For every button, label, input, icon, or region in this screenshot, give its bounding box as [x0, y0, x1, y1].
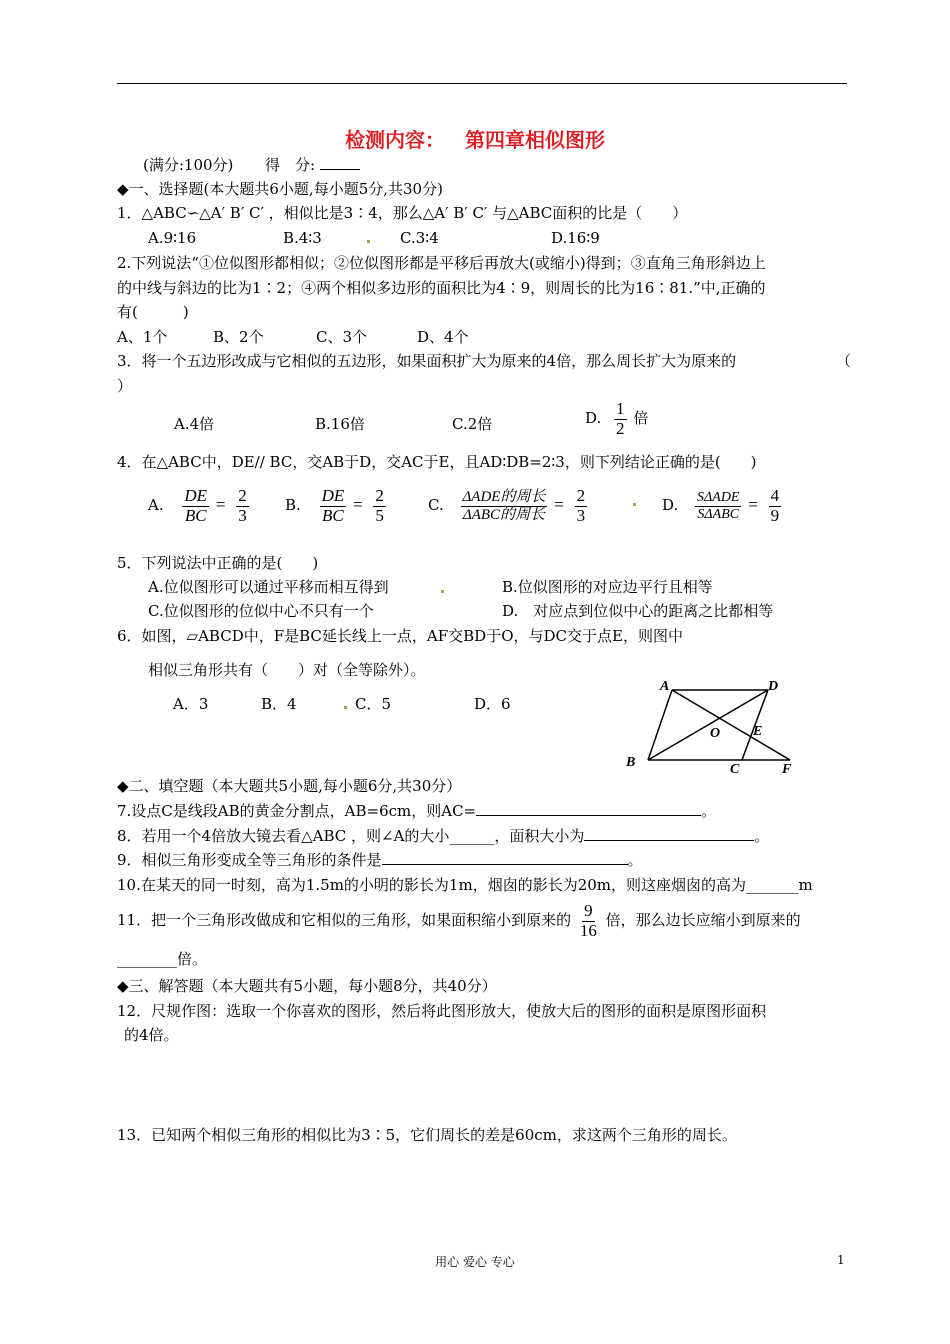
- fraction-denominator: 5: [375, 505, 384, 525]
- q4-option-a: [148, 487, 251, 525]
- q6-option-c: C．5: [355, 695, 392, 713]
- q4-b-rhs: [373, 487, 386, 525]
- q9-end: 。: [627, 851, 643, 869]
- page-title: [0, 124, 950, 153]
- equals-sign: =: [554, 495, 564, 515]
- section3-header: ◆三、解答题（本大题共有5小题，每小题8分，共40分）: [117, 977, 497, 995]
- figure-label-F: F: [782, 762, 792, 777]
- q4-option-c-label: C.: [428, 496, 444, 515]
- fraction-denominator: 3: [576, 505, 586, 525]
- fraction-denominator: 9: [770, 505, 780, 525]
- q3-option-d: [585, 400, 648, 438]
- q4-option-c: [428, 487, 589, 525]
- q1-option-b: B.4∶3: [283, 229, 322, 247]
- fraction-numerator: 2: [576, 486, 586, 505]
- figure-label-A: A: [660, 679, 670, 694]
- q4-c-lhs: [461, 489, 548, 523]
- fraction-numerator: 2: [375, 486, 384, 505]
- q9-line: [117, 850, 643, 870]
- q4-option-d: [662, 487, 783, 525]
- score-label: 得 分:: [264, 156, 316, 174]
- q2-line2: 的中线与斜边的比为1∶2；④两个相似多边形的面积比为4∶9，则周长的比为16∶81.”中,正确的: [117, 279, 766, 297]
- footer-center: 用心 爱心 专心: [435, 1255, 515, 1269]
- fraction-denominator: 16: [579, 920, 597, 940]
- q4-option-d-label: D.: [662, 496, 679, 515]
- fraction-numerator: SΔADE: [697, 490, 740, 506]
- q3-option-d-fraction: [614, 400, 627, 438]
- q4-c-rhs: [575, 487, 588, 525]
- q7-end: 。: [701, 802, 717, 820]
- equals-sign: =: [353, 495, 363, 515]
- figure-label-B: B: [626, 755, 636, 770]
- fraction-numerator: 9: [584, 901, 593, 920]
- q6-option-b: B．4: [261, 695, 297, 713]
- q11-fraction: [578, 902, 599, 940]
- q2-line3: 有( ): [117, 303, 189, 321]
- q6-line1: 6．如图，▱ABCD中，F是BC延长线上一点，AF交BD于O，与DC交于点E，则图中: [117, 627, 683, 645]
- header-rule: [117, 83, 847, 84]
- q8-text: 8．若用一个4倍放大镜去看△ABC ，则∠A的大小______，面积大小为: [117, 827, 585, 845]
- q11-line2: ________倍。: [117, 950, 208, 968]
- scan-dot: [633, 503, 636, 506]
- q5-text: 5．下列说法中正确的是( ): [117, 554, 319, 572]
- q3-line1: 3．将一个五边形改成与它相似的五边形，如果面积扩大为原来的4倍，那么周长扩大为原来的: [117, 352, 737, 370]
- q7-line: [117, 801, 716, 821]
- q12-line2: 的4倍。: [124, 1026, 179, 1044]
- q1-text: 1．△ABC∽△A′ B′ C′ ，相似比是3∶4，那么△A′ B′ C′ 与△ABC面积的比是（ ）: [117, 204, 688, 222]
- q4-option-a-label: A.: [148, 496, 164, 515]
- q3-option-a: A.4倍: [174, 415, 215, 433]
- figure-label-O: O: [710, 726, 721, 741]
- fraction-denominator: 2: [616, 418, 625, 438]
- fraction-numerator: 4: [770, 486, 780, 505]
- segment-AF: [672, 690, 790, 760]
- q3-paren-close: ）: [117, 377, 133, 395]
- q10-line: 10.在某天的同一时刻，高为1.5m的小明的影长为1m，烟囱的影长为20m，则这座烟囱的高为_______m: [117, 876, 813, 894]
- q6-option-d: D．6: [474, 695, 511, 713]
- q1-option-a: A.9∶16: [148, 229, 197, 247]
- fraction-numerator: DE: [184, 486, 208, 505]
- scan-dot: [441, 590, 444, 593]
- q1-option-c: C.3∶4: [400, 229, 439, 247]
- parallelogram-figure: [620, 672, 800, 782]
- q2-option-b: B、2个: [213, 328, 264, 346]
- q5-option-d: D. 对应点到位似中心的距离之比都相等: [502, 602, 774, 620]
- q4-d-rhs: [769, 487, 782, 525]
- fraction-numerator: 2: [238, 486, 247, 505]
- segment-AB: [648, 690, 672, 760]
- segment-DB: [648, 690, 768, 760]
- q8-blank[interactable]: [584, 826, 754, 841]
- q11-prefix: 11．把一个三角形改做成和它相似的三角形，如果面积缩小到原来的: [117, 911, 572, 930]
- score-blank[interactable]: [320, 155, 360, 170]
- fraction-denominator: BC: [184, 505, 207, 525]
- fraction-denominator: SΔABC: [697, 506, 740, 522]
- q4-option-b-label: B.: [285, 496, 301, 515]
- q4-option-b: [285, 487, 388, 525]
- q4-d-lhs: [695, 490, 741, 522]
- equals-sign: =: [215, 495, 226, 515]
- q4-b-lhs: [320, 487, 347, 525]
- q13-text: 13．已知两个相似三角形的相似比为3∶5，它们周长的差是60cm，求这两个三角形的周长。: [117, 1126, 737, 1144]
- q8-line: [117, 826, 769, 846]
- q3-option-d-suffix: 倍: [633, 409, 649, 428]
- scan-dot: [367, 240, 370, 243]
- q2-option-d: D、4个: [417, 328, 469, 346]
- q6-option-a: A．3: [173, 695, 209, 713]
- figure-label-D: D: [768, 679, 779, 694]
- q3-paren-open: （: [836, 352, 852, 370]
- q9-text: 9．相似三角形变成全等三角形的条件是: [117, 851, 382, 869]
- q7-text: 7.设点C是线段AB的黄金分割点，AB=6cm，则AC=: [117, 802, 477, 820]
- q4-text: 4．在△ABC中，DE// BC，交AB于D，交AC于E，且AD∶DB=2∶3，则下列结论正确的是( ): [117, 453, 757, 471]
- q2-option-c: C、3个: [316, 328, 368, 346]
- equals-sign: =: [748, 495, 758, 515]
- fraction-numerator: 1: [616, 399, 625, 418]
- q2-line1: 2.下列说法“①位似图形都相似；②位似图形都是平移后再放大(或缩小)得到；③直角三角形斜边上: [117, 254, 766, 272]
- score-line: [143, 155, 360, 175]
- scan-dot: [344, 706, 347, 709]
- q11-suffix: 倍，那么边长应缩小到原来的: [605, 911, 801, 930]
- full-score: (满分:100分): [143, 156, 234, 174]
- q3-option-c: C.2倍: [452, 415, 493, 433]
- q8-end: 。: [754, 827, 770, 845]
- section1-header: ◆一、选择题(本大题共6小题,每小题5分,共30分): [117, 180, 443, 198]
- fraction-denominator: ΔABC的周长: [462, 506, 546, 523]
- q3-option-b: B.16倍: [315, 415, 365, 433]
- section2-header: ◆二、填空题（本大题共5小题,每小题6分,共30分）: [117, 777, 462, 795]
- q4-a-lhs: [182, 487, 209, 525]
- title-left: 检测内容：: [345, 128, 445, 152]
- fraction-numerator: ΔADE的周长: [462, 489, 546, 506]
- q6-line2: 相似三角形共有（ ）对（全等除外）。: [148, 661, 426, 679]
- q4-a-rhs: [236, 487, 249, 525]
- fraction-denominator: 3: [238, 505, 247, 525]
- figure-label-E: E: [753, 724, 763, 739]
- q11-line: [117, 902, 801, 940]
- q9-blank[interactable]: [382, 850, 628, 865]
- q3-option-d-label: D.: [585, 409, 602, 428]
- page-number: 1: [837, 1253, 845, 1267]
- q1-option-d: D.16∶9: [551, 229, 600, 247]
- q5-option-a: A.位似图形可以通过平移而相互得到: [148, 578, 389, 596]
- figure-label-C: C: [730, 762, 740, 777]
- q7-blank[interactable]: [476, 801, 701, 816]
- q12-line1: 12．尺规作图：选取一个你喜欢的图形，然后将此图形放大，使放大后的图形的面积是原图形面积: [117, 1002, 767, 1020]
- q5-option-c: C.位似图形的位似中心不只有一个: [148, 602, 374, 620]
- q2-option-a: A、1个: [117, 328, 168, 346]
- q5-option-b: B.位似图形的对应边平行且相等: [502, 578, 713, 596]
- fraction-numerator: DE: [321, 486, 345, 505]
- fraction-denominator: BC: [322, 505, 344, 525]
- title-right: 第四章相似图形: [465, 128, 605, 152]
